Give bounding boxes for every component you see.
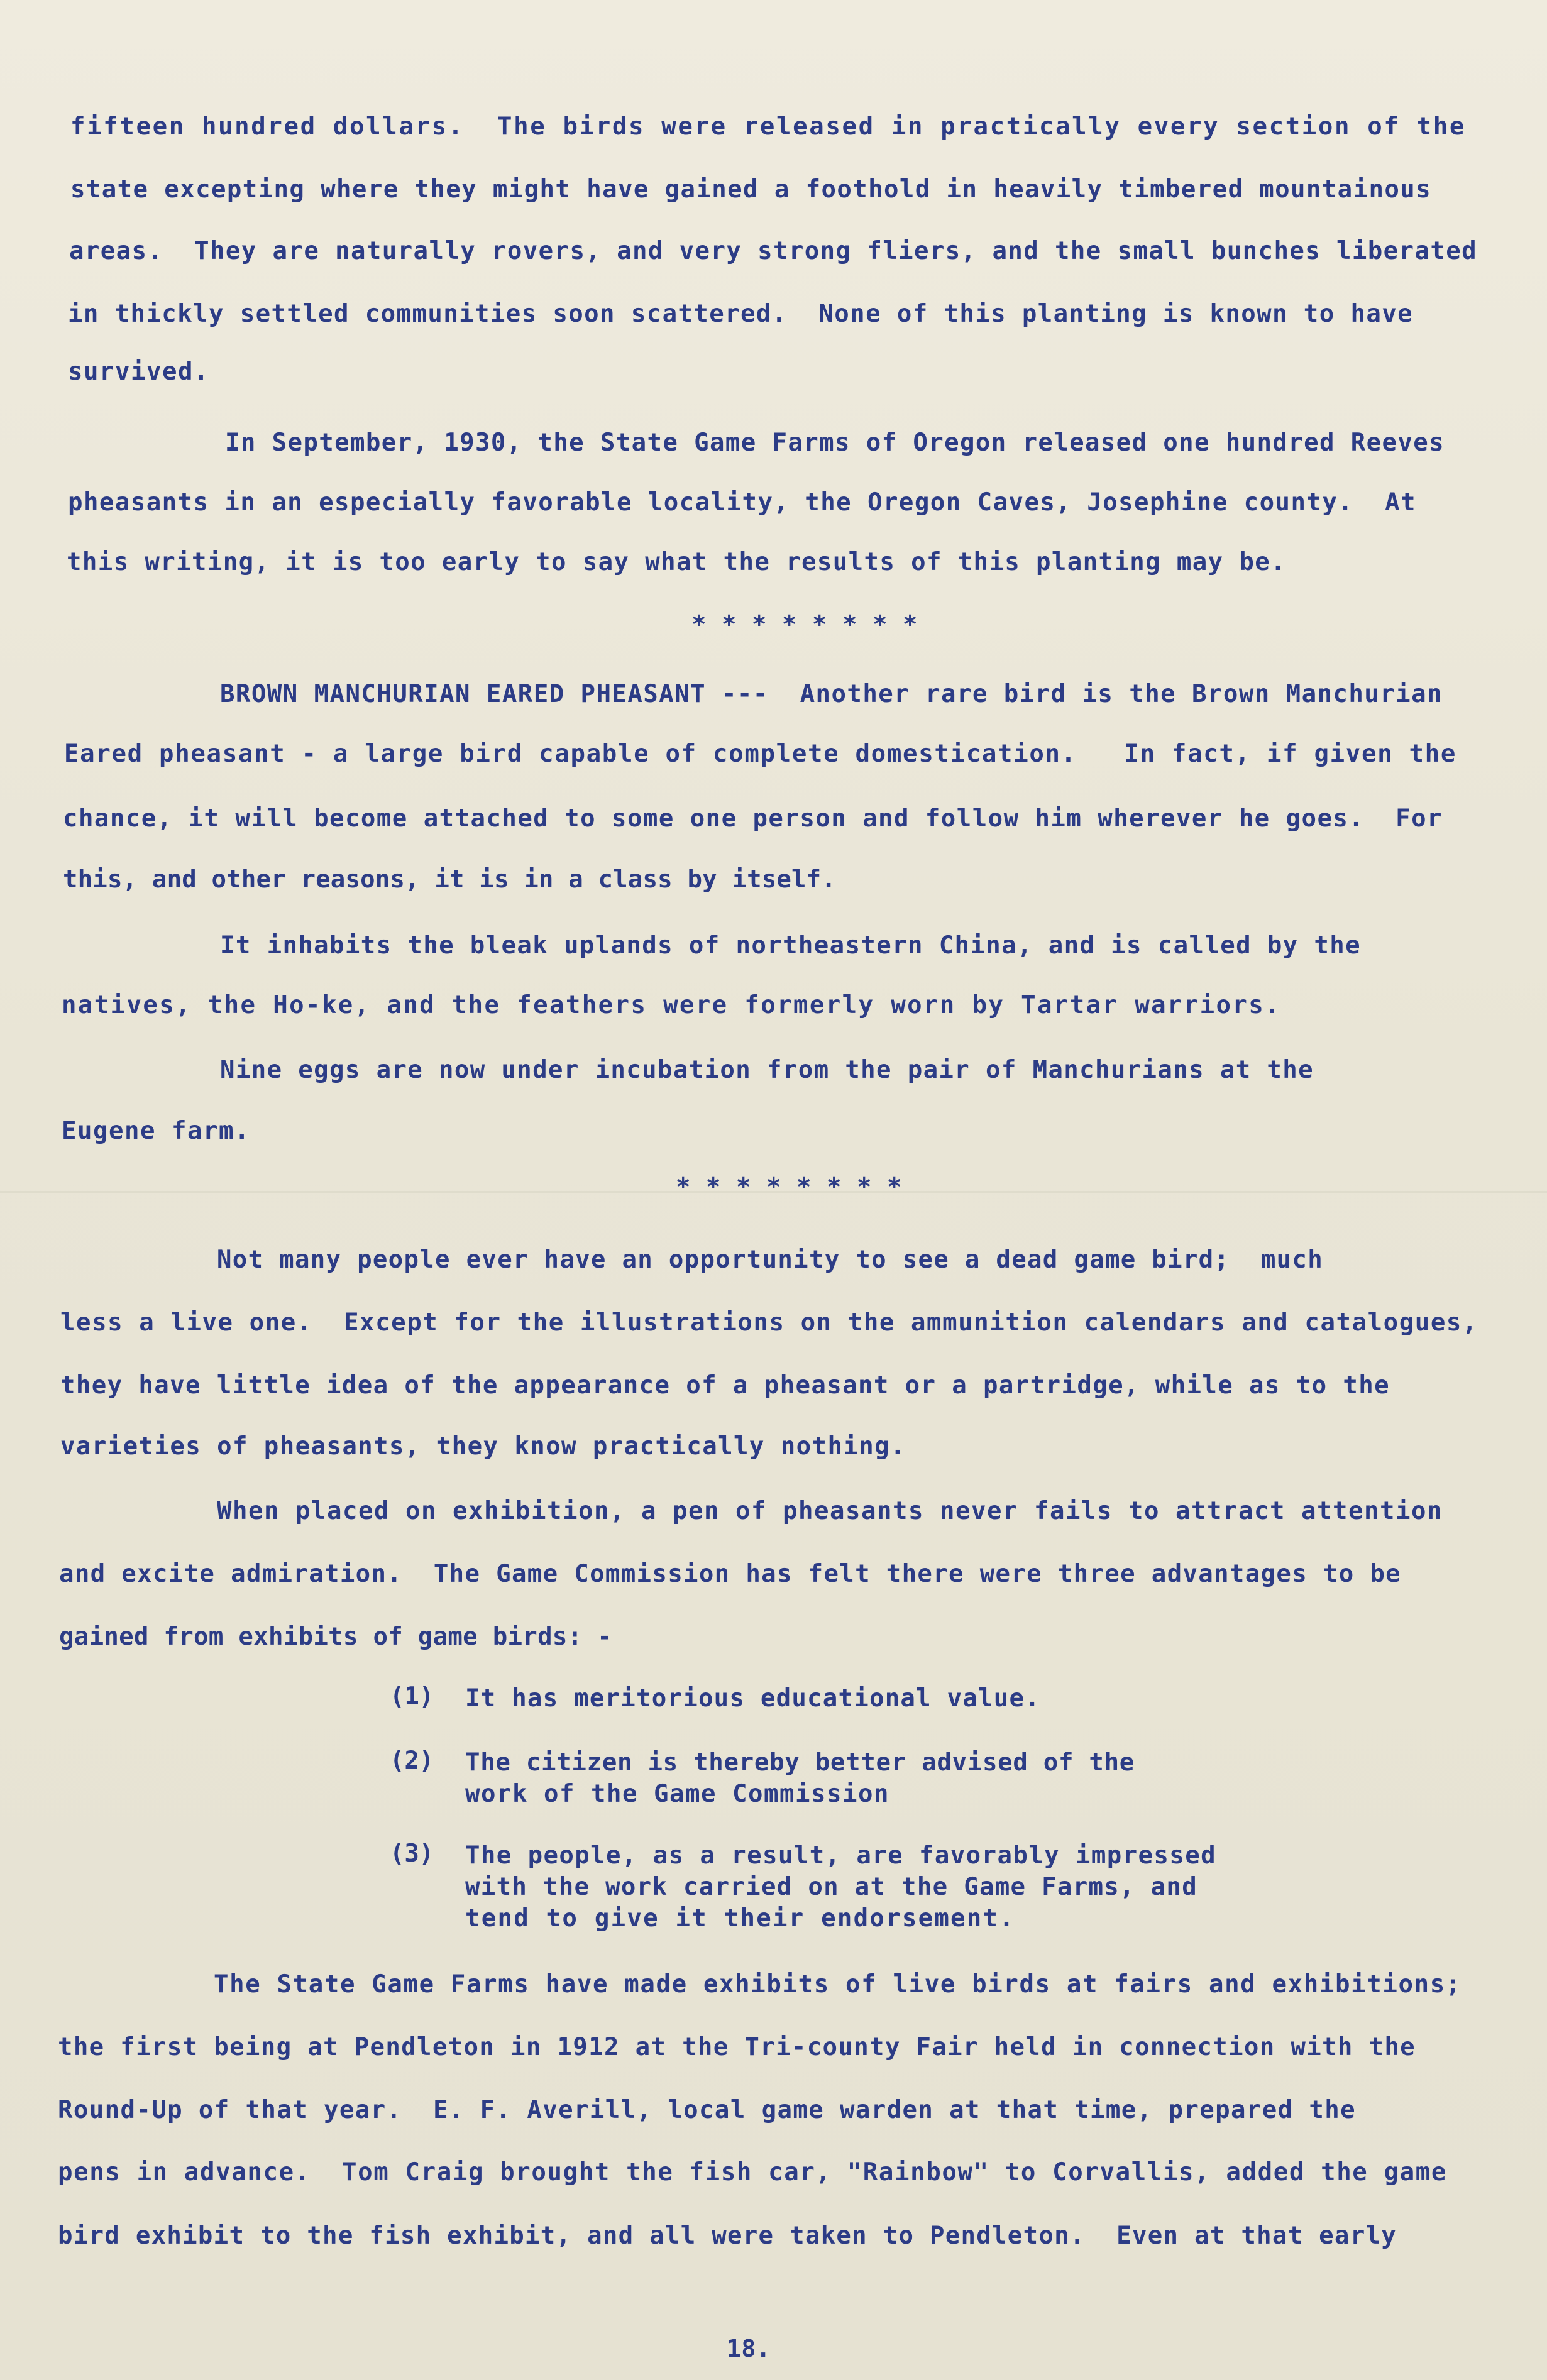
text-line: the first being at Pendleton in 1912 at the Tri-county Fair held in connection with the [58, 2033, 1416, 2061]
text-line: Eared pheasant - a large bird capable of complete domestication. In fact, if given the [64, 740, 1456, 768]
text-line: and excite admiration. The Game Commission has felt there were three advantages to be [59, 1560, 1401, 1588]
list-item-text: tend to give it their endorsement. [465, 1904, 1015, 1933]
list-number: (3) [390, 1840, 434, 1868]
text-line: survived. [68, 358, 209, 386]
text-line: bird exhibit to the fish exhibit, and all were taken to Pendleton. Even at that early [58, 2222, 1397, 2250]
text-line: pheasants in an especially favorable locality, the Oregon Caves, Josephine county. At [68, 488, 1416, 517]
text-line: In September, 1930, the State Game Farms of Oregon released one hundred Reeves [225, 429, 1445, 457]
text-line: areas. They are naturally rovers, and very strong fliers, and the small bunches liberated [69, 237, 1477, 265]
list-item-text: work of the Game Commission [465, 1780, 889, 1808]
list-item-text: The citizen is thereby better advised of the [465, 1748, 1135, 1777]
text-line: natives, the Ho-ke, and the feathers were formerly worn by Tartar warriors. [62, 991, 1281, 1019]
text-line: in thickly settled communities soon scattered. None of this planting is known to have [68, 300, 1413, 328]
text-line: It inhabits the bleak uplands of northeastern China, and is called by the [220, 931, 1361, 960]
list-item-text: with the work carried on at the Game Farms, and [465, 1873, 1197, 1901]
separator-stars: * * * * * * * * [676, 1173, 902, 1202]
text-line: this, and other reasons, it is in a class by itself. [63, 865, 836, 894]
list-number: (1) [390, 1682, 434, 1711]
text-line: state excepting where they might have gained a foothold in heavily timbered mountainous [70, 175, 1431, 204]
text-line: chance, it will become attached to some one person and follow him wherever he goes. For [63, 804, 1443, 833]
text-line: pens in advance. Tom Craig brought the fish car, "Rainbow" to Corvallis, added the game [58, 2158, 1447, 2186]
text-line: this writing, it is too early to say what the results of this planting may be. [67, 548, 1286, 576]
text-line: fifteen hundred dollars. The birds were released in practically every section of the [70, 112, 1466, 141]
text-line: The State Game Farms have made exhibits of live birds at fairs and exhibitions; [214, 1970, 1462, 1999]
list-number: (2) [390, 1747, 434, 1775]
text-line: less a live one. Except for the illustrations on the ammunition calendars and catalogues, [60, 1308, 1478, 1337]
separator-stars: * * * * * * * * [691, 611, 918, 639]
text-line: Eugene farm. [62, 1117, 250, 1145]
section-heading-line: BROWN MANCHURIAN EARED PHEASANT --- Another rare bird is the Brown Manchurian [220, 680, 1443, 708]
list-item-text: The people, as a result, are favorably impressed [465, 1841, 1216, 1870]
text-line: gained from exhibits of game birds: - [59, 1623, 612, 1651]
text-line: they have little idea of the appearance of a pheasant or a partridge, while as to the [60, 1371, 1390, 1400]
text-line: varieties of pheasants, they know practically nothing. [60, 1432, 906, 1461]
text-line: Round-Up of that year. E. F. Averill, local game warden at that time, prepared the [58, 2096, 1356, 2124]
text-line: Nine eggs are now under incubation from the pair of Manchurians at the [220, 1056, 1314, 1084]
page-number: 18. [727, 2335, 771, 2362]
list-item-text: It has meritorious educational value. [465, 1684, 1040, 1713]
text-line: Not many people ever have an opportunity to see a dead game bird; much [217, 1246, 1323, 1274]
text-line: When placed on exhibition, a pen of pheasants never fails to attract attention [217, 1497, 1443, 1525]
